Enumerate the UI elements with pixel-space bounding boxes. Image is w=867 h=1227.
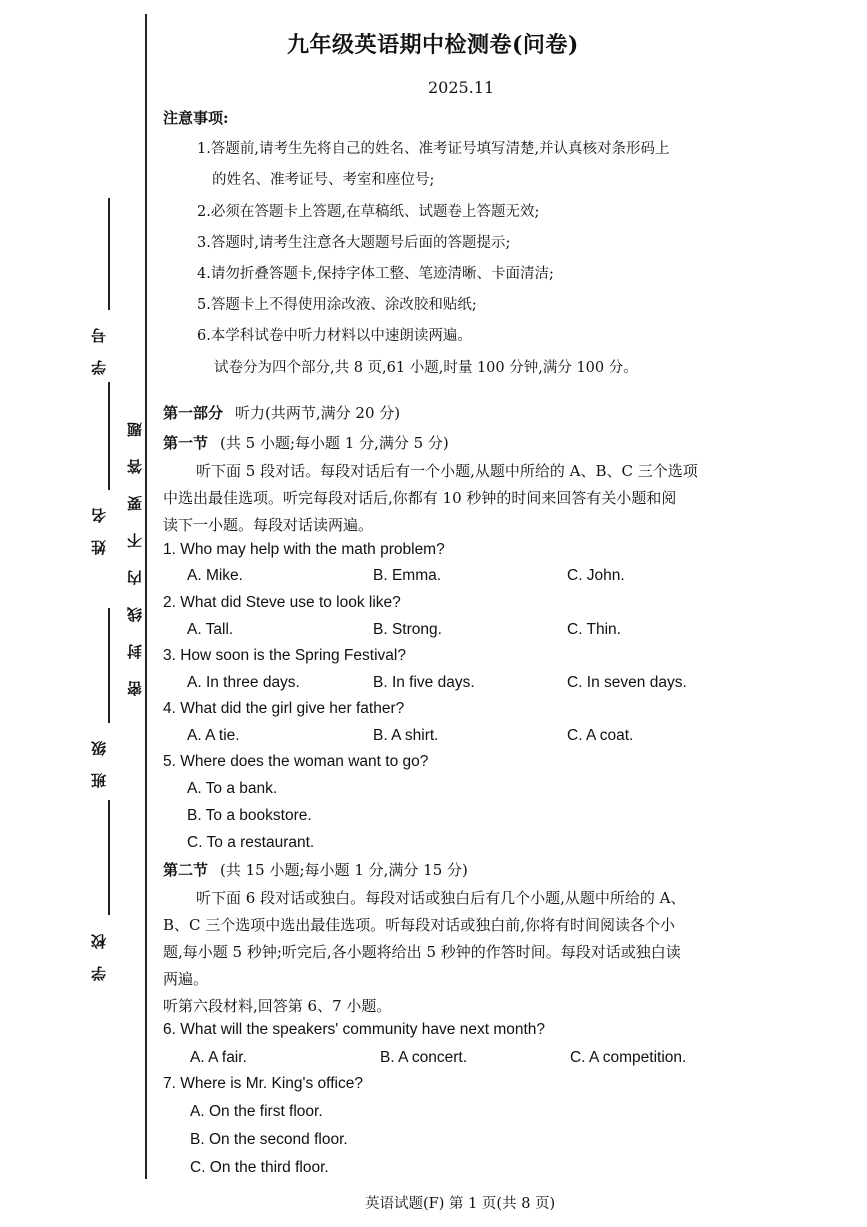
option-2b[interactable]: B. Strong. bbox=[373, 621, 442, 638]
option-7b[interactable]: B. On the second floor. bbox=[190, 1131, 348, 1148]
blank-class[interactable] bbox=[108, 608, 110, 723]
instruction-line: 读下一小题。每段对话读两遍。 bbox=[163, 516, 374, 534]
question-6: 6. What will the speakers' community have next month? bbox=[163, 1021, 546, 1038]
option-5b[interactable]: B. To a bookstore. bbox=[187, 807, 312, 824]
option-4a[interactable]: A. A tie. bbox=[187, 727, 240, 744]
question-7: 7. Where is Mr. King's office? bbox=[163, 1075, 363, 1092]
section-title: 第一节 bbox=[163, 434, 209, 452]
section-heading bbox=[163, 859, 468, 880]
option-1b[interactable]: B. Emma. bbox=[373, 567, 442, 584]
instruction-line: 中选出最佳选项。听完每段对话后,你都有 10 秒钟的时间来回答有关小题和阅 bbox=[163, 489, 677, 507]
label-name: 姓 名 bbox=[90, 502, 108, 556]
instruction-line: 两遍。 bbox=[163, 970, 209, 988]
notice-heading: 注意事项: bbox=[163, 109, 229, 127]
option-6c[interactable]: C. A competition. bbox=[570, 1049, 687, 1066]
question-2: 2. What did Steve use to look like? bbox=[163, 594, 401, 611]
section-title: 第二节 bbox=[163, 861, 209, 879]
notice-item: 的姓名、准考证号、考室和座位号; bbox=[212, 172, 435, 188]
blank-student-id[interactable] bbox=[108, 198, 110, 310]
material-intro: 听第六段材料,回答第 6、7 小题。 bbox=[163, 997, 392, 1015]
seal-notice: 密封线内不要答题 bbox=[126, 400, 144, 696]
option-4b[interactable]: B. A shirt. bbox=[373, 727, 439, 744]
option-3c[interactable]: C. In seven days. bbox=[567, 674, 687, 691]
option-6b[interactable]: B. A concert. bbox=[380, 1049, 468, 1066]
blank-name[interactable] bbox=[108, 382, 110, 490]
notice-item: 3.答题时,请考生注意各大题题号后面的答题提示; bbox=[197, 235, 511, 251]
instruction-line: 题,每小题 5 秒钟;听完后,各小题将给出 5 秒钟的作答时间。每段对话或独白读 bbox=[163, 943, 681, 961]
option-7c[interactable]: C. On the third floor. bbox=[190, 1159, 329, 1176]
exam-summary: 试卷分为四个部分,共 8 页,61 小题,时量 100 分钟,满分 100 分。 bbox=[214, 360, 638, 376]
option-3b[interactable]: B. In five days. bbox=[373, 674, 475, 691]
notice-item: 6.本学科试卷中听力材料以中速朗读两遍。 bbox=[197, 328, 472, 344]
option-6a[interactable]: A. A fair. bbox=[190, 1049, 247, 1066]
part-title: 第一部分 bbox=[163, 404, 224, 422]
question-5: 5. Where does the woman want to go? bbox=[163, 753, 429, 770]
binding-line bbox=[145, 14, 147, 1179]
option-3a[interactable]: A. In three days. bbox=[187, 674, 300, 691]
option-5a[interactable]: A. To a bank. bbox=[187, 780, 278, 797]
exam-date: 2025.11 bbox=[428, 78, 495, 97]
part-name: 听力(共两节,满分 20 分) bbox=[235, 404, 401, 422]
page-footer: 英语试题(F) 第 1 页(共 8 页) bbox=[365, 1196, 556, 1212]
question-3: 3. How soon is the Spring Festival? bbox=[163, 647, 406, 664]
option-1c[interactable]: C. John. bbox=[567, 567, 625, 584]
section-info: (共 15 小题;每小题 1 分,满分 15 分) bbox=[220, 861, 468, 879]
option-2a[interactable]: A. Tall. bbox=[187, 621, 234, 638]
label-student-id: 学 号 bbox=[90, 322, 108, 376]
instruction-line: 听下面 5 段对话。每段对话后有一个小题,从题中所给的 A、B、C 三个选项 bbox=[196, 462, 698, 480]
question-1: 1. Who may help with the math problem? bbox=[163, 541, 445, 558]
option-4c[interactable]: C. A coat. bbox=[567, 727, 634, 744]
label-school: 学 校 bbox=[90, 928, 108, 982]
label-class: 班 级 bbox=[90, 735, 108, 789]
notice-item: 4.请勿折叠答题卡,保持字体工整、笔迹清晰、卡面清洁; bbox=[197, 266, 554, 282]
part-heading bbox=[163, 402, 400, 423]
option-5c[interactable]: C. To a restaurant. bbox=[187, 834, 315, 851]
option-1a[interactable]: A. Mike. bbox=[187, 567, 243, 584]
option-7a[interactable]: A. On the first floor. bbox=[190, 1103, 323, 1120]
notice-item: 1.答题前,请考生先将自己的姓名、准考证号填写清楚,并认真核对条形码上 bbox=[197, 141, 670, 157]
section-info: (共 5 小题;每小题 1 分,满分 5 分) bbox=[220, 434, 449, 452]
notice-item: 2.必须在答题卡上答题,在草稿纸、试题卷上答题无效; bbox=[197, 204, 540, 220]
blank-school[interactable] bbox=[108, 800, 110, 915]
instruction-line: 听下面 6 段对话或独白。每段对话或独白后有几个小题,从题中所给的 A、 bbox=[196, 889, 686, 907]
section-heading bbox=[163, 432, 449, 453]
question-4: 4. What did the girl give her father? bbox=[163, 700, 405, 717]
notice-item: 5.答题卡上不得使用涂改液、涂改胶和贴纸; bbox=[197, 297, 477, 313]
page-title: 九年级英语期中检测卷(问卷) bbox=[287, 32, 579, 58]
option-2c[interactable]: C. Thin. bbox=[567, 621, 621, 638]
instruction-line: B、C 三个选项中选出最佳选项。听每段对话或独白前,你将有时间阅读各个小 bbox=[163, 916, 676, 934]
